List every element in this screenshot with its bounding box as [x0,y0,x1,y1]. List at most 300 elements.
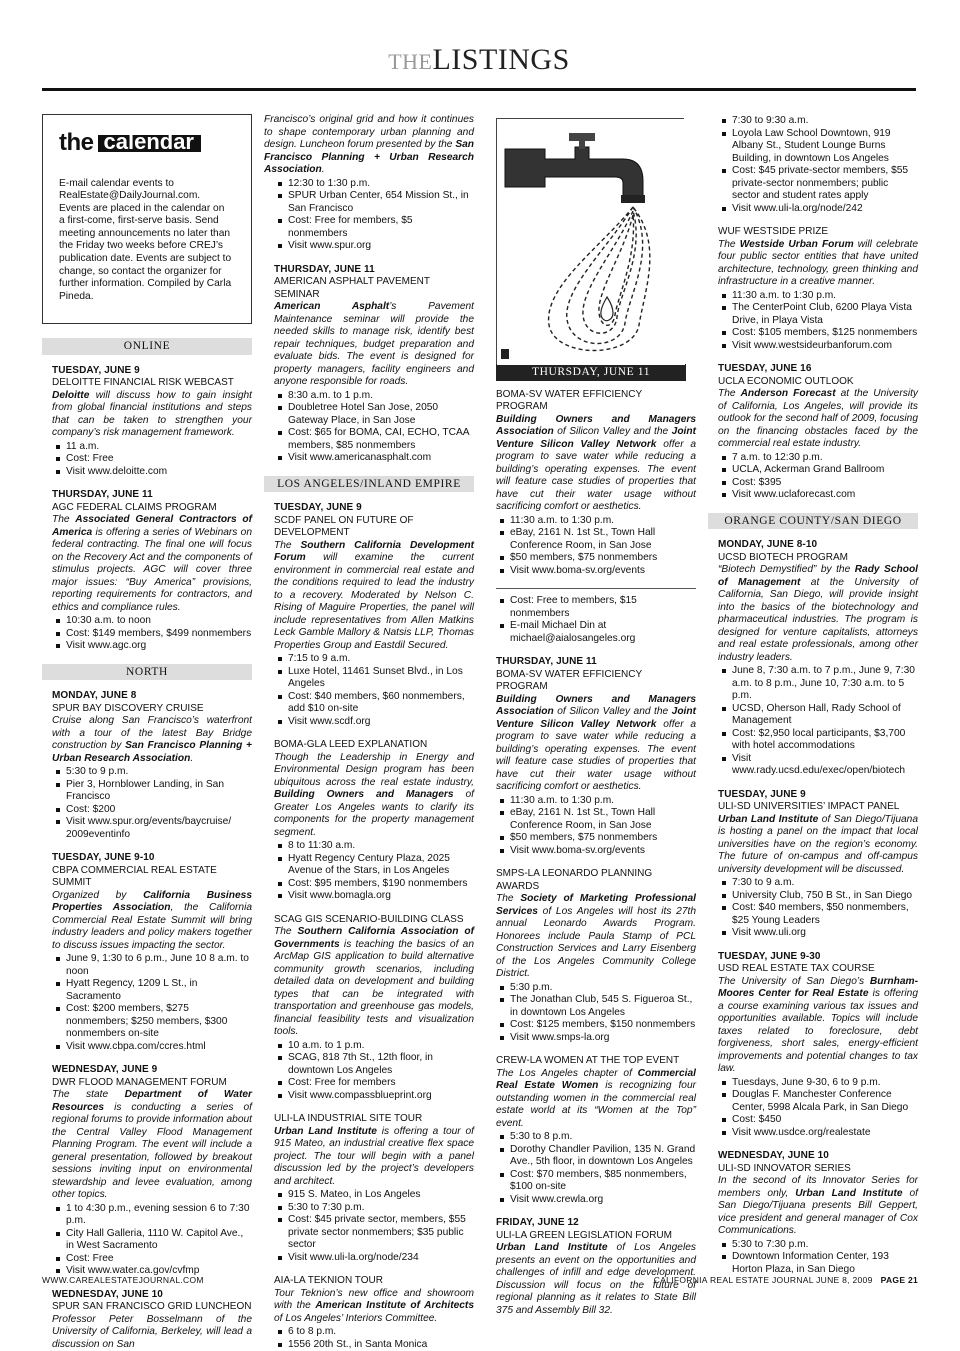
event-details [718,452,918,502]
event-text: THE [388,49,432,74]
event-detail: Visit www.spur.org [274,240,474,253]
event-text: Cruise along San Francisco’s waterfront with a tour of the latest Bay Bridge construction by [52,715,252,751]
event-desc [496,1068,696,1131]
event-detail: 11:30 a.m. to 1:30 p.m. [496,515,696,528]
event-detail: 7:30 to 9 a.m. [718,877,918,890]
event-detail: Cost: $450 [718,1114,918,1127]
event-listing [486,389,696,578]
event-text: San Francisco Planning + Urban Research Association [264,139,474,175]
event-desc [274,1288,474,1326]
event-text: at the University of California, San Diego, will provide insight into the basics of the biotechnology and pharmaceutical industries. The program is designed for venture capitalists, attorneys and real estate professionals, among other industry leaders. [718,577,918,663]
event-detail: Tuesdays, June 9-30, 6 to 9 p.m. [718,1077,918,1090]
event-text: “Biotech Demystified” by the [718,564,855,575]
event-text: MONDAY, JUNE 8-10 [718,539,918,552]
event-text: SPUR SAN FRANCISCO GRID LUNCHEON [52,1301,252,1314]
event-text: Joint Venture Silicon Valley Network [496,706,696,730]
event-text: the Friday two weeks before CREJ’s [59,240,239,253]
event-details [52,766,252,841]
event-detail: 5:30 p.m. [496,982,696,995]
event-desc [274,926,474,1039]
event-listing-continued [486,595,696,645]
event-text: the [59,137,94,150]
event-listing [42,852,252,1053]
event-detail: June 9, 1:30 to 6 p.m., June 10 8 a.m. to noon [52,953,252,978]
event-text: WEDNESDAY, JUNE 10 [718,1150,918,1163]
event-text: The [718,239,740,250]
event-detail: Cost: Free for members [274,1077,474,1090]
event-text: TUESDAY, JUNE 9-10 [52,852,252,865]
event-desc [718,564,918,664]
event-text: ULI-SD UNIVERSITIES’ IMPACT PANEL [718,801,918,814]
event-detail: Cost: $45 private sector, members, $55 private sector nonmembers; $35 public sector [274,1214,474,1252]
event-text: E-mail calendar events to [59,178,239,191]
event-text: Anderson Forecast [741,388,836,399]
event-desc [718,388,918,451]
event-text: TUESDAY, JUNE 9 [274,502,474,515]
event-text: , the California Commercial Real Estate Summit will bring industry leaders and policy makers together to discuss issues impacting the sector. [52,902,252,951]
event-text: ULI-LA INDUSTRIAL SITE TOUR [274,1113,474,1126]
event-text: BOMA-SV WATER EFFICIENCY PROGRAM [496,669,696,694]
event-text: CALIFORNIA REAL ESTATE JOURNAL JUNE 8, 2009 [654,1275,873,1285]
event-detail: Visit www.spur.org/events/baycruise/ 2009eventinfo [52,816,252,841]
column-4 [708,114,918,1269]
event-text: ULI-SD INNOVATOR SERIES [718,1163,918,1176]
event-detail: Cost: $200 members, $275 nonmembers; $250 members, $300 nonmembers on-site [52,1003,252,1041]
event-desc [496,414,696,514]
event-details [274,1189,474,1264]
event-detail: 1 to 4:30 p.m., evening session 6 to 7:30 p.m. [52,1203,252,1228]
event-listing-continued [264,114,474,253]
event-desc [274,1126,474,1189]
event-text: DWR FLOOD MANAGEMENT FORUM [52,1077,252,1090]
event-detail: Visit www.uclaforecast.com [718,489,918,502]
event-text: Society of Marketing Professional Services [496,893,696,917]
event-detail: Cost: $149 members, $499 nonmembers [52,628,252,641]
event-text: In the second of its Innovator Series for members only, [718,1175,918,1199]
event-text: offer a program to save water while reducing a building’s operating expenses. The event will feature case studies of properties that have cut their water usage without sacrificing comfort or aesthetics. [496,439,696,513]
event-details [496,515,696,578]
event-text: The [52,514,75,525]
event-detail: 5:30 to 7:30 p.m. [718,1239,918,1252]
event-text: WUF WESTSIDE PRIZE [718,226,918,239]
section-title [42,54,916,74]
event-detail: 10 a.m. to 1 p.m. [274,1040,474,1053]
event-listing [708,1150,918,1276]
page-header [42,50,916,92]
event-text: of Los Angeles presents an event on the opportunities and challenges of infill and edge development. Discussion will focus on the future of regional planning as it relates to State Bill 375 and Assembly Bill 32. [496,1242,696,1316]
event-text: The state [52,1089,125,1100]
event-details [52,441,252,479]
event-text: MONDAY, JUNE 8 [52,690,252,703]
event-text: is offering a course examining various tax issues and opportunities available. Topics will include taxes related to foreclosure, debt forgiveness, short sales, energy-efficient improvements and potential changes to tax law. [718,988,918,1074]
event-detail: 11:30 a.m. to 1:30 p.m. [718,290,918,303]
event-detail: 915 S. Mateo, in Los Angeles [274,1189,474,1202]
event-detail: Visit www.cbpa.com/ccres.html [52,1041,252,1054]
event-detail: Visit www.americanasphalt.com [274,452,474,465]
event-text: Professor Peter Bosselmann of the University of California, Berkeley, will lead a discussion on San [52,1314,252,1351]
event-detail: Cost: $105 members, $125 nonmembers [718,327,918,340]
event-text: is offering a tour of 915 Mateo, an industrial creative flex space project. The tour will begin with a panel discussion led by the project’s developers and architect. [274,1126,474,1187]
event-detail: 8 to 11:30 a.m. [274,840,474,853]
event-listing [708,226,918,352]
event-detail: City Hall Galleria, 1110 W. Capitol Ave., in West Sacramento [52,1228,252,1253]
event-text: American Institute of Architects [315,1300,474,1311]
event-text: The Los Angeles chapter of [496,1068,638,1079]
calendar-box [42,114,252,324]
event-text: Commercial Real Estate Women [496,1068,696,1092]
event-text: Events are placed in the calendar on [59,203,239,216]
event-text: The [274,540,300,551]
event-text: Burnham-Moores Center for Real Estate [718,976,918,1000]
event-text: Urban Land Institute [795,1188,902,1199]
event-detail: Cost: $125 members, $150 nonmembers [496,1019,696,1032]
thursday-band: THURSDAY, JUNE 11 [496,364,686,381]
event-text: of San Diego/Tijuana is hosting a panel on the impact that local universities have on the region’s economy. The future of on-campus and off-campus university development will be discussed. [718,814,918,875]
event-detail: Cost: $2,950 local participants, $3,700 with hotel accommodations [718,728,918,753]
event-detail: 5:30 to 9 p.m. [52,766,252,779]
event-listing [486,868,696,1044]
event-listing [264,914,474,1103]
column-2 [264,114,474,1269]
event-desc [52,715,252,765]
event-listing [708,539,918,778]
event-text: a first-come, first-serve basis. Send [59,215,239,228]
event-text: Though the Leadership in Energy and Environmental Design program has been ubiquitous across the real estate industry, [274,752,474,788]
event-detail: The Jonathan Club, 545 S. Figueroa St., in downtown Los Angeles [496,994,696,1019]
event-listing [264,1275,474,1351]
event-details [718,1077,918,1140]
event-text: of Greater Los Angeles wants to clarify its components for the property management segment. [274,789,474,838]
event-text: TUESDAY, JUNE 16 [718,363,918,376]
event-text: Westside Urban Forum [740,239,854,250]
event-text: California Business Properties Association [52,890,252,914]
event-detail: 11:30 a.m. to 1:30 p.m. [496,795,696,808]
event-detail: Luxe Hotel, 11461 Sunset Blvd., in Los Angeles [274,666,474,691]
event-text: WEDNESDAY, JUNE 9 [52,1064,252,1077]
event-text: FRIDAY, JUNE 12 [496,1217,696,1230]
event-text: will discuss how to gain insight from global financial institutions and steps that can be taken to strengthen your company’s risk management framework. [52,390,252,439]
event-text: further information. Compiled by Carla [59,278,239,291]
event-detail: 7:15 to 9 a.m. [274,653,474,666]
event-detail: The CenterPoint Club, 6200 Playa Vista Drive, in Playa Vista [718,302,918,327]
event-details [264,178,474,253]
event-detail: Visit www.uli-la.org/node/234 [274,1252,474,1265]
event-detail: 8:30 a.m. to 1 p.m. [274,390,474,403]
event-text: calendar [98,135,202,152]
event-text: THURSDAY, JUNE 11 [496,656,696,669]
event-desc [52,514,252,614]
event-text: of Los Angeles’ Interiors Committee. [274,1313,437,1324]
event-text: of San Diego/Tijuana presents Bill Geppert, vice president and general manager of Cox Communications. [718,1188,918,1237]
event-text: . [190,753,193,764]
event-listing [708,789,918,940]
event-desc [264,114,474,177]
event-text: is recognizing four outstanding women in the commercial real estate world at its “Women at the Top” event. [496,1080,696,1129]
event-detail: 6 to 8 p.m. [274,1326,474,1339]
event-detail: Visit www.smps-la.org [496,1032,696,1045]
event-text: Francisco’s original grid and how it continues to shape contemporary urban planning and design. Luncheon forum presented by the [264,114,474,150]
event-text: Building Owners and Managers Association [496,694,696,718]
event-listing [264,264,474,465]
event-detail: $50 members, $75 nonmembers [496,552,696,565]
event-text: CBPA COMMERCIAL REAL ESTATE SUMMIT [52,865,252,890]
event-text: of Silicon Valley and the [554,426,672,437]
event-text: Southern California Association of Governments [274,926,474,950]
event-listing [42,1064,252,1278]
event-text: offer a program to save water while reducing a building’s operating expenses. The event will feature case studies of properties that have cut their water usage without sacrificing comfort or aesthetics. [496,719,696,793]
event-desc [274,301,474,389]
event-text: DELOITTE FINANCIAL RISK WEBCAST [52,377,252,390]
event-text: THURSDAY, JUNE 11 [52,489,252,502]
event-listing [42,489,252,653]
event-detail: 10:30 a.m. to noon [52,615,252,628]
event-details [496,982,696,1045]
event-text: THURSDAY, JUNE 11 [274,264,474,277]
event-listing [42,365,252,479]
event-desc [52,390,252,440]
event-text: Urban Land Institute [274,1126,377,1137]
event-detail: 11 a.m. [52,441,252,454]
event-details [274,653,474,728]
event-text: American Asphalt [274,301,389,312]
event-detail: UCLA, Ackerman Grand Ballroom [718,464,918,477]
event-text: will celebrate four public sector entities that have united architecture, technology, green thinking and infrastructure in a creative manner. [718,239,918,288]
calendar-logo [59,135,201,152]
event-text: Southern California Development Forum [274,540,474,564]
event-text: BOMA-GLA LEED EXPLANATION [274,739,474,752]
event-detail: Cost: Free [52,1253,252,1266]
event-text: TUESDAY, JUNE 9 [52,365,252,378]
faucet-illustration [496,118,684,364]
event-text: Associated General Contractors of America [52,514,252,538]
event-details [718,665,918,778]
event-text: AMERICAN ASPHALT PAVEMENT SEMINAR [274,276,474,301]
event-detail: Visit www.deloitte.com [52,466,252,479]
event-text: The University of San Diego’s [718,976,870,987]
event-detail: Cost: $65 for BOMA, CAI, ECHO, TCAA members, $85 nonmembers [274,427,474,452]
event-listing [264,1113,474,1264]
event-details [718,115,918,215]
event-detail: UCSD, Oherson Hall, Rady School of Management [718,703,918,728]
event-desc [496,893,696,981]
event-details [274,1040,474,1103]
event-text: Pineda. [59,291,239,304]
event-detail: 12:30 to 1:30 p.m. [274,178,474,191]
section-header-north: NORTH [42,664,252,681]
event-details [274,840,474,903]
event-text: BOMA-SV WATER EFFICIENCY PROGRAM [496,389,696,414]
event-text: Organized by [52,890,143,901]
event-desc [52,1089,252,1202]
event-detail: 5:30 to 7:30 p.m. [274,1202,474,1215]
event-text: The [496,893,520,904]
event-text: Building Owners and Managers Association [496,414,696,438]
event-details [718,1239,918,1277]
event-detail: Loyola Law School Downtown, 919 Albany St., Student Lounge Burns Building, in downtown Los Angeles [718,128,918,166]
event-detail: 7 a.m. to 12:30 p.m. [718,452,918,465]
event-detail: Cost: Free [52,453,252,466]
event-text: SPUR BAY DISCOVERY CRUISE [52,703,252,716]
event-desc [496,694,696,794]
event-text: at the University of California, Los Angeles, will provide its outlook for the second half of 2009, focusing on the financing obstacles faced by the commercial real estate industry. [718,388,918,449]
event-listing [486,1217,696,1317]
event-detail: SPUR Urban Center, 654 Mission St., in San Francisco [274,190,474,215]
event-detail: Visit www.compassblueprint.org [274,1090,474,1103]
event-detail: Cost: Free to members, $15 nonmembers [496,595,696,620]
event-detail: Doubletree Hotel San Jose, 2050 Gateway Place, in San Jose [274,402,474,427]
event-desc [274,540,474,653]
event-detail: Cost: $45 private-sector members, $55 private-sector nonmembers; public sector and student rates apply [718,165,918,203]
event-text: CREW-LA WOMEN AT THE TOP EVENT [496,1055,696,1068]
event-text: Joint Venture Silicon Valley Network [496,426,696,450]
event-detail: Visit www.boma-sv.org/events [496,565,696,578]
event-text: RealEstate@DailyJournal.com. [59,190,239,203]
event-desc [718,814,918,877]
event-detail: Visit www.uli-la.org/node/242 [718,203,918,216]
event-text: AGC FEDERAL CLAIMS PROGRAM [52,502,252,515]
event-details [52,953,252,1053]
event-text: Department of Water Resources [52,1089,252,1113]
section-header-online: ONLINE [42,338,252,355]
event-text: UCSD BIOTECH PROGRAM [718,552,918,565]
event-detail: Douglas F. Manchester Conference Center, 5998 Alcala Park, in San Diego [718,1089,918,1114]
event-detail: Downtown Information Center, 193 Horton Plaza, in San Diego [718,1251,918,1276]
event-detail: Visit www.usdce.org/realestate [718,1127,918,1140]
event-text: Tour Teknion’s new office and showroom with the [274,1288,474,1312]
event-detail: Visit www.scdf.org [274,716,474,729]
event-listing [708,363,918,502]
event-text: SMPS-LA LEONARDO PLANNING AWARDS [496,868,696,893]
event-text: UCLA ECONOMIC OUTLOOK [718,376,918,389]
event-text: The [274,926,298,937]
event-details [718,290,918,353]
event-text: is offering a series of Webinars on federal contracting. The final one will focus on the Recovery Act and the components of stimulus projects. AGC will cover three major issues: “Buy America” provisions, reporting requirements for contractors, and ethics and compliance rules. [52,527,252,613]
event-detail: 7:30 to 9:30 a.m. [718,115,918,128]
event-text: change, so contact the organizer for [59,266,239,279]
event-listing [42,690,252,841]
event-detail: Visit www.rady.ucsd.edu/exec/open/biotech [718,753,918,778]
event-listing [264,502,474,728]
event-text: is conducting a series of regional forums to provide information about the Central Valley Flood Management Planning Program. The event will include a general presentation, followed by breakout sessions inviting input on environmental stewardship and levee evaluation, among other topics. [52,1102,252,1201]
event-detail: Cost: $95 members, $190 nonmembers [274,878,474,891]
event-detail: E-mail Michael Din at michael@aialosangeles.org [496,620,696,645]
footer-website: WWW.CAREALESTATEJOURNAL.COM [42,1274,204,1287]
section-header-los-angeles: LOS ANGELES/INLAND EMPIRE [264,476,474,493]
event-text: LISTINGS [432,43,569,76]
event-listing [42,1289,252,1351]
event-text: TUESDAY, JUNE 9-30 [718,951,918,964]
event-text: Deloitte [52,390,89,401]
header-rule [42,88,916,91]
event-details [274,390,474,465]
event-details [718,877,918,940]
event-text: TUESDAY, JUNE 9 [718,789,918,802]
event-detail: Hyatt Regency, 1209 L St., in Sacramento [52,978,252,1003]
event-text: Urban Land Institute [718,814,818,825]
event-detail: Visit www.water.ca.gov/cvfmp [52,1265,252,1278]
event-details [52,615,252,653]
event-text: of Los Angeles will host its 27th annual Leonardo Awards Program. Honorees include Paula Stamp of PCL Construction Services and Larry Eisenberg of the Los Angeles Community College District. [496,906,696,980]
event-detail: Dorothy Chandler Pavilion, 135 N. Grand Ave., 5th floor, in downtown Los Angeles [496,1144,696,1169]
event-detail: Visit www.bomagla.org [274,890,474,903]
faucet-drop-icon [497,119,685,365]
event-text: ULI-LA GREEN LEGISLATION FORUM [496,1230,696,1243]
event-details [496,795,696,858]
event-detail: eBay, 2161 N. 1st St., Town Hall Conference Room, in San Jose [496,807,696,832]
event-text: AIA-LA TEKNION TOUR [274,1275,474,1288]
event-detail: Cost: $40 members, $50 nonmembers, $25 Young Leaders [718,902,918,927]
event-details [496,1131,696,1206]
event-text: The [718,388,741,399]
event-details [496,595,696,645]
event-desc [52,890,252,953]
event-detail: Visit www.agc.org [52,640,252,653]
event-detail: Visit www.uli.org [718,927,918,940]
event-detail: 1556 20th St., in Santa Monica [274,1339,474,1351]
event-text: SCAG GIS SCENARIO-BUILDING CLASS [274,914,474,927]
event-listing [486,656,696,857]
event-text: USD REAL ESTATE TAX COURSE [718,963,918,976]
event-desc [718,976,918,1076]
event-text: . [322,164,325,175]
event-detail: Hyatt Regency Century Plaza, 2025 Avenue of the Stars, in Los Angeles [274,853,474,878]
column-rule [496,588,696,589]
column-1 [42,114,252,1269]
event-detail: Cost: $395 [718,477,918,490]
event-listing [708,951,918,1140]
event-listing [264,739,474,903]
event-details [274,1326,474,1351]
event-text: will examine the current environment in commercial real estate and the conditions required to lead the industry to a recovery. Moderated by Nelson C. Rising of Maguire Properties, the panel will include representatives from Allen Matkins Leck Gamble Mallory & Natsis LLP, Thomas Properties Group and Eastdil Secured. [274,552,474,651]
event-details [52,1203,252,1278]
event-detail: Cost: $200 [52,804,252,817]
event-text: Urban Land Institute [496,1242,607,1253]
event-listing-continued [708,115,918,215]
page-number: PAGE 21 [881,1275,918,1285]
event-detail: Cost: Free for members, $5 nonmembers [274,215,474,240]
event-text: publication date. Events are subject to [59,253,239,266]
event-detail: SCAG, 818 7th St., 12th floor, in downtown Los Angeles [274,1052,474,1077]
event-desc [274,752,474,840]
footer-publication [654,1274,918,1287]
event-desc [718,239,918,289]
event-detail: Visit www.boma-sv.org/events [496,845,696,858]
event-text: is teaching the basics of an ArcMap GIS application to build alternative community growth scenarios, including detailed data on development and building types that can be integrated with transportation and greenhouse gas models, financial feasibility tests and visualization tools. [274,939,474,1038]
event-text: Building Owners and Managers [274,789,454,800]
event-detail: University Club, 750 B St., in San Diego [718,890,918,903]
event-detail: Visit www.westsideurbanforum.com [718,340,918,353]
event-text: SCDF PANEL ON FUTURE OF DEVELOPMENT [274,515,474,540]
event-desc [718,1175,918,1238]
event-detail: Pier 3, Hornblower Landing, in San Francisco [52,779,252,804]
event-detail: June 8, 7:30 a.m. to 7 p.m., June 9, 7:30 a.m. to 8 p.m., June 10, 7:30 a.m. to 5 p.m. [718,665,918,703]
event-text: meeting announcements no later than [59,228,239,241]
event-detail: $50 members, $75 nonmembers [496,832,696,845]
event-detail: Cost: $70 members, $85 nonmembers, $100 on-site [496,1169,696,1194]
event-detail: eBay, 2161 N. 1st St., Town Hall Conference Room, in San Jose [496,527,696,552]
event-listing [486,1055,696,1206]
event-detail: Visit www.crewla.org [496,1194,696,1207]
event-detail: Cost: $40 members, $60 nonmembers, add $10 on-site [274,691,474,716]
event-text: of Silicon Valley and the [554,706,672,717]
event-detail: 5:30 to 8 p.m. [496,1131,696,1144]
column-3 [486,114,696,1269]
section-header-orange-county: ORANGE COUNTY/SAN DIEGO [708,513,918,530]
event-text: Rady School of Management [718,564,918,588]
event-text: WEDNESDAY, JUNE 10 [52,1289,252,1302]
calendar-intro [55,178,239,304]
event-text: San Francisco Planning + Urban Research Association [52,740,252,764]
